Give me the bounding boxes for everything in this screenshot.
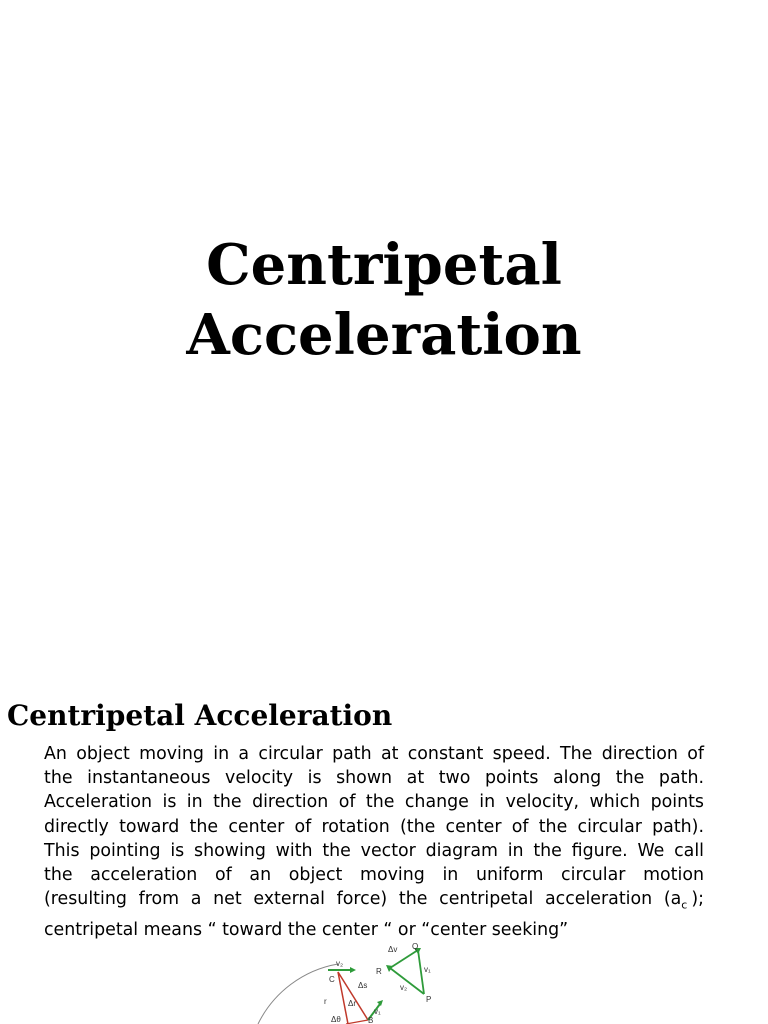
- label-c: C: [329, 975, 335, 984]
- body-line: directly toward the center of rotation (the center of the circular path).: [44, 816, 704, 837]
- label-v1-circle: v₁: [374, 1007, 381, 1016]
- body-line: the instantaneous velocity is shown at two points along the path.: [44, 768, 704, 789]
- circular-motion-figure: [228, 942, 468, 1024]
- label-p: P: [426, 995, 432, 1004]
- body-line-text: (resulting from a net external force) the centripetal acceleration (a: [44, 889, 682, 910]
- label-v1-triangle: v₁: [424, 965, 431, 974]
- body-line: An object moving in a circular path at constant speed. The direction of: [44, 744, 704, 764]
- content-slide: [0, 576, 768, 1024]
- label-r: R: [376, 967, 382, 976]
- label-v2-circle: v₂: [336, 959, 344, 968]
- label-r-radius: r: [324, 997, 327, 1006]
- body-paragraph: [44, 742, 704, 942]
- body-line-tail: );: [691, 889, 704, 910]
- circular-path: [258, 964, 338, 1024]
- body-line: the acceleration of an object moving in uniform circular motion: [44, 865, 704, 886]
- label-delta-theta: Δθ: [331, 1015, 341, 1024]
- body-line: centripetal means “ toward the center “ or “center seeking”: [44, 919, 569, 940]
- label-v2-triangle: v₂: [400, 983, 408, 992]
- title-line-1: Centripetal: [206, 232, 562, 298]
- label-q: Q: [412, 942, 419, 951]
- arrowhead-v2: [350, 967, 356, 973]
- label-delta-v: Δv: [388, 945, 398, 954]
- radius-line-b: [346, 1020, 368, 1024]
- body-line: This pointing is showing with the vector diagram in the figure. We call: [44, 840, 704, 861]
- vector-diagram: [228, 942, 468, 1024]
- label-b: B: [368, 1016, 374, 1024]
- title-line-2: Acceleration: [186, 302, 582, 368]
- label-delta-r: Δr: [348, 999, 357, 1008]
- body-line-with-subscript: [44, 887, 704, 918]
- section-heading: Centripetal Acceleration: [7, 699, 393, 732]
- subscript-c: c: [681, 898, 688, 912]
- label-delta-s: Δs: [358, 981, 368, 990]
- body-line: Acceleration is in the direction of the change in velocity, which points: [44, 792, 704, 813]
